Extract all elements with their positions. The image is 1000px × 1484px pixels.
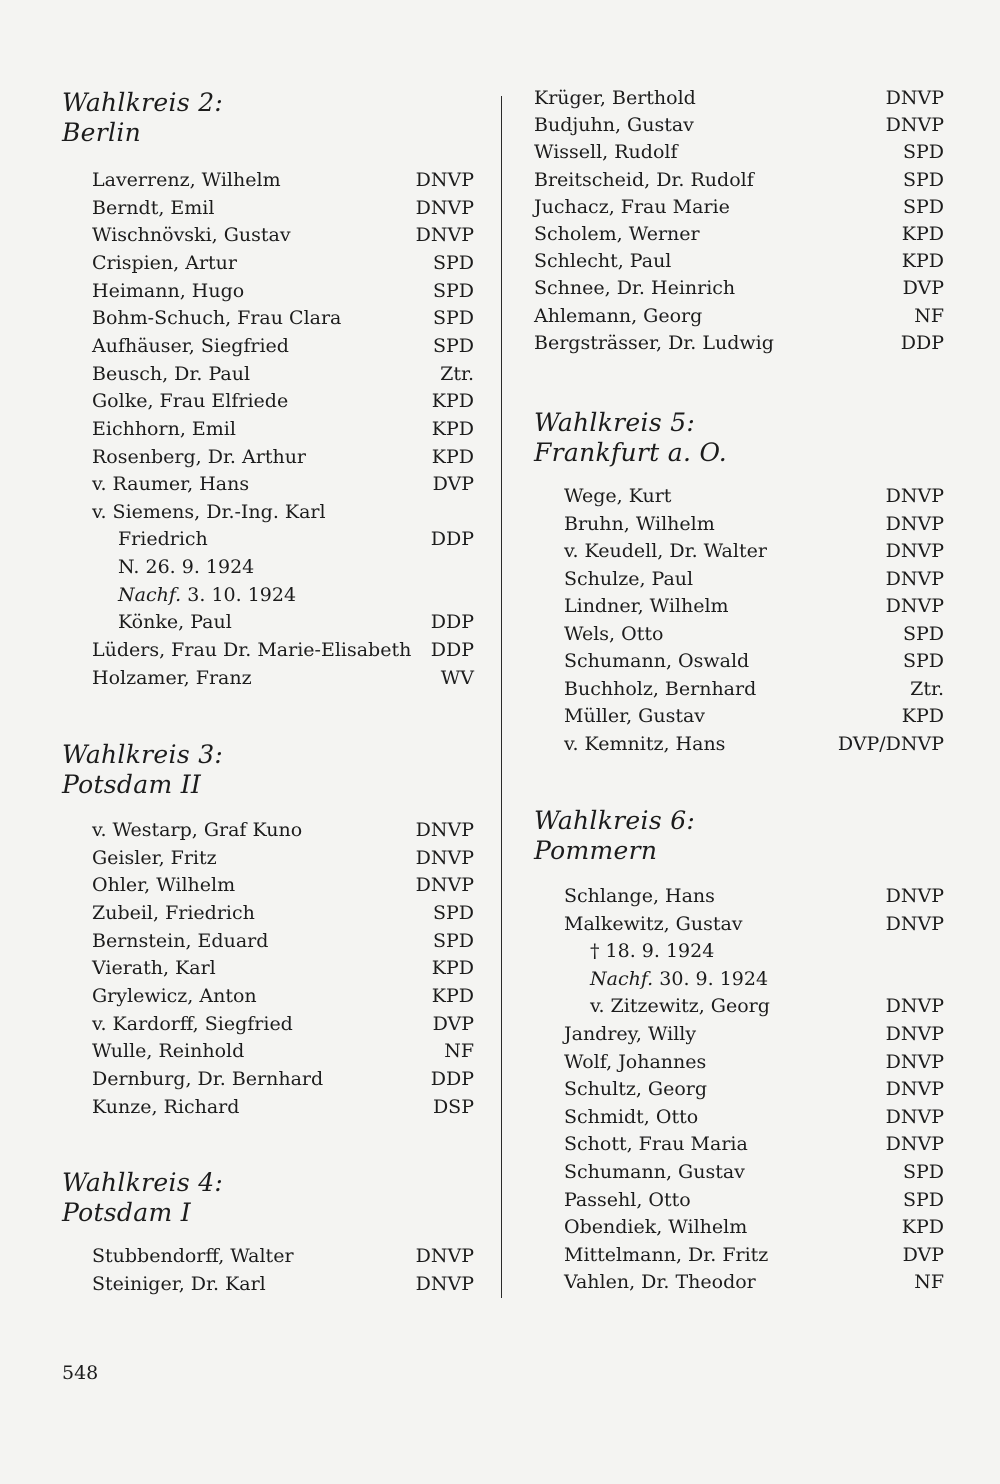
party-label: DNVP xyxy=(885,567,944,590)
member-row xyxy=(534,1186,944,1214)
member-name: Malkewitz, Gustav xyxy=(564,912,743,935)
member-name: v. Kardorff, Siegfried xyxy=(92,1012,293,1035)
section-heading-wahlkreis-6 xyxy=(534,806,695,866)
heading-line: Berlin xyxy=(62,118,142,147)
party-label: DNVP xyxy=(885,885,944,907)
member-name: Jandrey, Willy xyxy=(564,1023,697,1045)
member-row xyxy=(62,581,474,609)
party-label: DDP xyxy=(430,639,474,662)
member-name: Schumann, Gustav xyxy=(564,1161,745,1183)
heading-line: Frankfurt a. O. xyxy=(534,438,728,467)
member-name: Zubeil, Friedrich xyxy=(92,901,255,924)
member-row xyxy=(62,899,474,927)
member-name: Ahlemann, Georg xyxy=(534,304,703,327)
member-row xyxy=(534,193,944,221)
member-name: Heimann, Hugo xyxy=(92,279,245,302)
party-label: DNVP xyxy=(415,819,474,841)
member-row xyxy=(534,1158,944,1186)
party-label: SPD xyxy=(432,279,474,302)
member-row xyxy=(534,592,944,620)
party-label: DNVP xyxy=(415,1245,474,1267)
member-row xyxy=(534,992,944,1020)
member-name: † 18. 9. 1924 xyxy=(590,940,715,963)
party-label: DVP xyxy=(902,1243,944,1266)
party-label: SPD xyxy=(902,168,944,191)
party-label: WV xyxy=(440,666,474,689)
member-name: v. Raumer, Hans xyxy=(92,473,250,496)
member-name: v. Zitzewitz, Georg xyxy=(590,995,770,1018)
member-name: Aufhäuser, Siegfried xyxy=(92,334,289,357)
member-row xyxy=(534,702,944,730)
member-name: Bohm-Schuch, Frau Clara xyxy=(92,307,342,330)
heading-line: Wahlkreis 4: xyxy=(62,1168,224,1197)
party-label: DNVP xyxy=(415,1272,474,1295)
member-row xyxy=(62,636,474,664)
member-name: v. Keudell, Dr. Walter xyxy=(564,540,767,563)
member-row xyxy=(534,138,944,166)
member-row xyxy=(534,1048,944,1076)
member-row xyxy=(534,1020,944,1048)
member-row xyxy=(62,1010,474,1038)
member-row xyxy=(62,387,474,415)
member-name: Vierath, Karl xyxy=(92,957,216,980)
member-name: Schultz, Georg xyxy=(564,1078,708,1101)
member-name: Eichhorn, Emil xyxy=(92,417,236,440)
member-row xyxy=(534,882,944,910)
party-label: SPD xyxy=(432,307,474,330)
member-name: Budjuhn, Gustav xyxy=(534,114,694,137)
member-row xyxy=(62,927,474,955)
party-label: KPD xyxy=(431,984,474,1007)
party-label: SPD xyxy=(432,901,474,924)
member-name: Wischnövski, Gustav xyxy=(92,224,291,247)
member-name: v. Siemens, Dr.-Ing. Karl xyxy=(92,500,326,523)
member-name: Wege, Kurt xyxy=(564,485,672,507)
member-name: Schmidt, Otto xyxy=(564,1105,699,1128)
heading-line: Wahlkreis 3: xyxy=(62,740,224,769)
member-name: Könke, Paul xyxy=(118,611,232,634)
member-name: Mittelmann, Dr. Fritz xyxy=(564,1243,769,1266)
member-row xyxy=(62,277,474,305)
heading-line: Potsdam II xyxy=(62,770,202,799)
member-row xyxy=(62,443,474,471)
member-name: Golke, Frau Elfriede xyxy=(92,390,289,413)
member-row xyxy=(62,871,474,899)
member-row xyxy=(534,1103,944,1131)
member-name: Scholem, Werner xyxy=(534,223,700,245)
member-row xyxy=(62,498,474,526)
party-label: KPD xyxy=(431,417,474,440)
party-label: DNVP xyxy=(885,912,944,935)
member-name: Geisler, Fritz xyxy=(92,846,217,869)
party-label: KPD xyxy=(901,250,944,273)
member-name: Krüger, Berthold xyxy=(534,87,696,109)
party-label: DNVP xyxy=(885,595,944,618)
section-heading-wahlkreis-3 xyxy=(62,740,223,800)
member-row xyxy=(62,816,474,844)
member-name: Vahlen, Dr. Theodor xyxy=(564,1271,756,1294)
member-name: Berndt, Emil xyxy=(92,196,215,219)
member-row xyxy=(534,730,944,758)
heading-line: Wahlkreis 2: xyxy=(62,88,224,117)
member-name: Rosenberg, Dr. Arthur xyxy=(92,445,307,468)
member-row xyxy=(62,1093,474,1121)
party-label: DDP xyxy=(430,1067,474,1090)
member-row xyxy=(534,965,944,993)
party-label: DNVP xyxy=(885,1050,944,1073)
member-row xyxy=(534,910,944,938)
member-row xyxy=(534,565,944,593)
party-label: DNVP xyxy=(885,1023,944,1045)
member-row xyxy=(62,304,474,332)
member-row xyxy=(534,247,944,275)
member-row xyxy=(534,166,944,194)
member-row xyxy=(62,332,474,360)
member-row xyxy=(534,537,944,565)
member-row xyxy=(62,1270,474,1298)
party-label: KPD xyxy=(431,390,474,413)
member-row xyxy=(62,249,474,277)
member-row xyxy=(534,1075,944,1103)
party-label: SPD xyxy=(902,141,944,164)
party-label: DNVP xyxy=(885,995,944,1018)
member-row xyxy=(62,525,474,553)
member-name: v. Kemnitz, Hans xyxy=(564,732,726,755)
section-heading-wahlkreis-2 xyxy=(62,88,223,148)
party-label: SPD xyxy=(432,251,474,274)
party-label: DNVP xyxy=(415,196,474,219)
member-row xyxy=(534,1213,944,1241)
member-row xyxy=(534,111,944,139)
party-label: DDP xyxy=(900,331,944,354)
member-name: Steiniger, Dr. Karl xyxy=(92,1272,266,1295)
member-row xyxy=(62,553,474,581)
member-name: Schott, Frau Maria xyxy=(564,1133,748,1156)
successor-note-date: 30. 9. 1924 xyxy=(653,967,769,990)
member-name xyxy=(590,965,768,993)
party-label: SPD xyxy=(902,195,944,218)
member-name: Beusch, Dr. Paul xyxy=(92,362,251,385)
section-heading-wahlkreis-5 xyxy=(534,408,727,468)
member-row xyxy=(62,221,474,249)
member-name: N. 26. 9. 1924 xyxy=(118,556,255,579)
party-label: DDP xyxy=(430,528,474,551)
member-name: Wels, Otto xyxy=(564,622,664,645)
member-name: Müller, Gustav xyxy=(564,705,706,728)
successor-note-label: Nachf. xyxy=(118,583,182,606)
member-name xyxy=(118,581,296,609)
party-label: DVP xyxy=(432,473,474,496)
member-row xyxy=(534,84,944,112)
member-row xyxy=(534,510,944,538)
party-label: DVP xyxy=(902,277,944,300)
member-name: Bruhn, Wilhelm xyxy=(564,512,715,535)
party-label: DDP xyxy=(430,611,474,634)
member-name: Grylewicz, Anton xyxy=(92,984,257,1007)
successor-note-date: 3. 10. 1924 xyxy=(181,583,297,606)
member-name: Passehl, Otto xyxy=(564,1188,691,1211)
member-row xyxy=(62,844,474,872)
member-name: Lindner, Wilhelm xyxy=(564,595,729,618)
party-label: DNVP xyxy=(415,846,474,869)
party-label: NF xyxy=(914,304,944,327)
member-name: Crispien, Artur xyxy=(92,251,238,274)
member-row xyxy=(534,1130,944,1158)
member-name: Schlecht, Paul xyxy=(534,250,672,273)
member-name: Wissell, Rudolf xyxy=(534,141,678,164)
party-label: SPD xyxy=(902,1161,944,1183)
party-label: DNVP xyxy=(885,1105,944,1128)
member-name: Dernburg, Dr. Bernhard xyxy=(92,1067,324,1090)
member-name: Juchacz, Frau Marie xyxy=(534,195,730,218)
member-row xyxy=(534,647,944,675)
member-name: Schulze, Paul xyxy=(564,567,694,590)
page-number: 548 xyxy=(62,1362,99,1384)
member-name: Bergsträsser, Dr. Ludwig xyxy=(534,331,774,354)
party-label: DNVP xyxy=(885,87,944,109)
party-label: KPD xyxy=(901,1216,944,1239)
member-row xyxy=(62,1242,474,1270)
member-name: Bernstein, Eduard xyxy=(92,929,269,952)
party-label: DNVP xyxy=(415,224,474,247)
party-label: DNVP xyxy=(885,540,944,563)
member-row xyxy=(534,302,944,330)
member-row xyxy=(62,1037,474,1065)
member-name: Schumann, Oswald xyxy=(564,650,750,673)
party-label: DNVP xyxy=(885,1133,944,1156)
member-name: Wolf, Johannes xyxy=(564,1050,707,1073)
member-row xyxy=(62,1065,474,1093)
column-divider xyxy=(501,96,502,1298)
member-row xyxy=(534,937,944,965)
member-row xyxy=(62,954,474,982)
heading-line: Wahlkreis 5: xyxy=(534,408,696,437)
member-row xyxy=(62,470,474,498)
member-row xyxy=(62,608,474,636)
party-label: NF xyxy=(914,1271,944,1294)
member-row xyxy=(534,675,944,703)
member-name: Obendiek, Wilhelm xyxy=(564,1216,748,1239)
member-row xyxy=(534,1241,944,1269)
member-name: Holzamer, Franz xyxy=(92,666,252,689)
successor-note-label: Nachf. xyxy=(590,967,654,990)
party-label: DNVP xyxy=(415,169,474,191)
heading-line: Wahlkreis 6: xyxy=(534,806,696,835)
party-label: SPD xyxy=(432,929,474,952)
member-row xyxy=(62,194,474,222)
member-name: v. Westarp, Graf Kuno xyxy=(92,819,303,841)
party-label: NF xyxy=(444,1040,474,1063)
member-row xyxy=(62,664,474,692)
party-label: KPD xyxy=(431,445,474,468)
heading-line: Potsdam I xyxy=(62,1198,191,1227)
party-label: KPD xyxy=(431,957,474,980)
member-row xyxy=(534,274,944,302)
member-row xyxy=(534,482,944,510)
party-label: DSP xyxy=(432,1095,474,1118)
party-label: KPD xyxy=(901,223,944,245)
member-name: Lüders, Frau Dr. Marie-Elisabeth xyxy=(92,639,412,662)
member-name: Kunze, Richard xyxy=(92,1095,240,1118)
member-row xyxy=(534,1268,944,1296)
member-name: Breitscheid, Dr. Rudolf xyxy=(534,168,754,191)
member-name: Buchholz, Bernhard xyxy=(564,677,757,700)
member-name: Schlange, Hans xyxy=(564,885,715,907)
member-row xyxy=(62,982,474,1010)
member-row xyxy=(62,360,474,388)
member-name: Friedrich xyxy=(118,528,208,551)
party-label: DNVP xyxy=(885,114,944,137)
party-label: Ztr. xyxy=(910,677,944,700)
party-label: DNVP xyxy=(415,874,474,897)
party-label: DNVP xyxy=(885,512,944,535)
party-label: Ztr. xyxy=(440,362,474,385)
party-label: SPD xyxy=(902,622,944,645)
party-label: SPD xyxy=(902,1188,944,1211)
member-name: Stubbendorff, Walter xyxy=(92,1245,294,1267)
party-label: DNVP xyxy=(885,1078,944,1101)
member-name: Wulle, Reinhold xyxy=(92,1040,245,1063)
party-label: SPD xyxy=(902,650,944,673)
party-label: SPD xyxy=(432,334,474,357)
member-name: Schnee, Dr. Heinrich xyxy=(534,277,736,300)
party-label: DVP/DNVP xyxy=(837,732,944,755)
heading-line: Pommern xyxy=(534,836,658,865)
member-row xyxy=(62,415,474,443)
member-name: Ohler, Wilhelm xyxy=(92,874,236,897)
member-row xyxy=(534,620,944,648)
member-name: Laverrenz, Wilhelm xyxy=(92,169,281,191)
member-row xyxy=(62,166,474,194)
member-row xyxy=(534,220,944,248)
party-label: KPD xyxy=(901,705,944,728)
party-label: DVP xyxy=(432,1012,474,1035)
party-label: DNVP xyxy=(885,485,944,507)
section-heading-wahlkreis-4 xyxy=(62,1168,223,1228)
member-row xyxy=(534,329,944,357)
